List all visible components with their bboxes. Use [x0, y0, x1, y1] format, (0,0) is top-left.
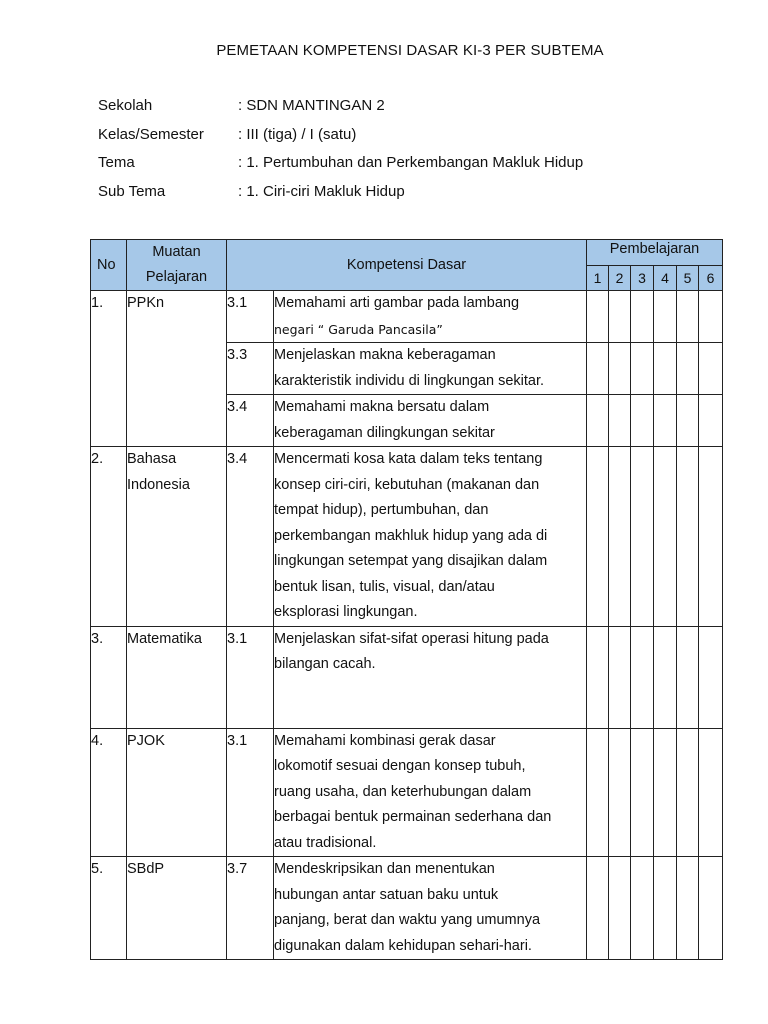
kd-code: 3.3 [227, 343, 274, 395]
kd-description-line: bilangan cacah. [274, 656, 376, 672]
info-value: : SDN MANTINGAN 2 [238, 97, 385, 114]
header-pembelajaran-number: 5 [677, 266, 699, 291]
pembelajaran-check-cell [654, 291, 677, 343]
kd-description-line: Memahami kombinasi gerak dasar [274, 732, 496, 749]
kd-description-line: bentuk lisan, tulis, visual, dan/atau [274, 578, 495, 595]
header-pembelajaran-number: 3 [631, 266, 654, 291]
info-label: Sekolah [98, 97, 153, 114]
pembelajaran-check-cell [609, 447, 631, 627]
kd-description-line: eksplorasi lingkungan. [274, 604, 418, 620]
pembelajaran-check-cell [587, 626, 609, 728]
table-row [91, 857, 723, 960]
info-value: : 1. Pertumbuhan dan Perkembangan Makluk Hidup [238, 154, 584, 171]
kd-code: 3.4 [227, 447, 274, 627]
row-number: 5. [91, 857, 127, 960]
header-kompetensi-dasar: Kompetensi Dasar [227, 240, 587, 291]
info-label: Tema [98, 154, 135, 171]
header-pembelajaran-number: 6 [699, 266, 723, 291]
pembelajaran-check-cell [609, 395, 631, 447]
kd-description-line: Menjelaskan makna keberagaman [274, 347, 496, 363]
pembelajaran-check-cell [677, 626, 699, 728]
info-label: Sub Tema [98, 182, 166, 200]
pembelajaran-check-cell [631, 395, 654, 447]
kd-description-line: lokomotif sesuai dengan konsep tubuh, [274, 758, 526, 774]
pembelajaran-check-cell [699, 343, 723, 395]
muatan-pelajaran-line: Bahasa [127, 451, 177, 467]
info-label: Kelas/Semester [98, 125, 204, 143]
kd-description [274, 343, 587, 395]
muatan-pelajaran-line: Indonesia [127, 476, 190, 493]
pembelajaran-check-cell [654, 857, 677, 960]
pembelajaran-check-cell [699, 857, 723, 960]
pembelajaran-check-cell [677, 857, 699, 960]
kd-description [274, 728, 587, 857]
pembelajaran-check-cell [631, 343, 654, 395]
kd-code: 3.1 [227, 728, 274, 857]
kd-description-line: atau tradisional. [274, 834, 377, 851]
pembelajaran-check-cell [587, 343, 609, 395]
kd-description-line: Memahami arti gambar pada lambang [274, 295, 520, 311]
header-no: No [91, 240, 127, 291]
kd-description-line: Memahami makna bersatu dalam [274, 399, 490, 415]
pembelajaran-check-cell [609, 857, 631, 960]
header-pembelajaran-number: 2 [609, 266, 631, 291]
kd-description-line: tempat hidup), pertumbuhan, dan [274, 502, 489, 518]
pembelajaran-check-cell [677, 291, 699, 343]
kd-code: 3.1 [227, 291, 274, 343]
kd-description [274, 447, 587, 627]
pembelajaran-check-cell [609, 343, 631, 395]
pembelajaran-check-cell [587, 728, 609, 857]
kd-description-line: konsep ciri-ciri, kebutuhan (makanan dan [274, 476, 540, 493]
pembelajaran-check-cell [677, 395, 699, 447]
kd-description-line: hubungan antar satuan baku untuk [274, 886, 499, 903]
kd-description [274, 626, 587, 728]
document-title: PEMETAAN KOMPETENSI DASAR KI-3 PER SUBTEMA [216, 42, 604, 59]
kd-description-line: negari “ Garuda Pancasila” [274, 321, 443, 337]
pembelajaran-check-cell [654, 447, 677, 627]
header-pembelajaran-number: 1 [587, 266, 609, 291]
header-pembelajaran-number: 4 [654, 266, 677, 291]
pembelajaran-check-cell [654, 343, 677, 395]
kompetensi-dasar-table [90, 239, 723, 960]
pembelajaran-check-cell [654, 395, 677, 447]
pembelajaran-check-cell [587, 857, 609, 960]
kd-description-line: karakteristik individu di lingkungan sekitar. [274, 372, 544, 389]
pembelajaran-check-cell [631, 626, 654, 728]
pembelajaran-check-cell [699, 447, 723, 627]
muatan-pelajaran-cell [127, 857, 227, 960]
kd-description [274, 291, 587, 343]
info-row-kelas-semester [98, 126, 583, 155]
table-row [91, 626, 723, 728]
muatan-pelajaran-line: PPKn [127, 295, 165, 311]
pembelajaran-check-cell [699, 728, 723, 857]
pembelajaran-check-cell [699, 395, 723, 447]
muatan-pelajaran-cell [127, 291, 227, 447]
kd-description-line: panjang, berat dan waktu yang umumnya [274, 912, 541, 928]
kd-description-line: ruang usaha, dan keterhubungan dalam [274, 783, 532, 800]
table-row [91, 728, 723, 857]
header-muatan-line: Muatan [152, 244, 201, 260]
kd-description-line: Menjelaskan sifat-sifat operasi hitung pada [274, 630, 549, 647]
pembelajaran-check-cell [677, 447, 699, 627]
pembelajaran-check-cell [699, 291, 723, 343]
kd-description [274, 857, 587, 960]
info-value: : III (tiga) / I (satu) [238, 125, 357, 143]
kd-description-line: lingkungan setempat yang disajikan dalam [274, 553, 548, 569]
info-row-sekolah [98, 97, 583, 126]
kd-code: 3.7 [227, 857, 274, 960]
kd-description-line: Mencermati kosa kata dalam teks tentang [274, 451, 543, 467]
pembelajaran-check-cell [677, 728, 699, 857]
muatan-pelajaran-cell [127, 447, 227, 627]
pembelajaran-check-cell [609, 626, 631, 728]
pembelajaran-check-cell [631, 857, 654, 960]
pembelajaran-check-cell [631, 728, 654, 857]
kd-description-line: digunakan dalam kehidupan sehari-hari. [274, 937, 532, 954]
muatan-pelajaran-line: SBdP [127, 861, 165, 877]
info-row-tema [98, 154, 583, 183]
kd-description [274, 395, 587, 447]
row-number: 2. [91, 447, 127, 627]
kd-code: 3.4 [227, 395, 274, 447]
kd-description-line: keberagaman dilingkungan sekitar [274, 424, 495, 441]
kd-description-line: perkembangan makhluk hidup yang ada di [274, 527, 548, 544]
muatan-pelajaran-cell [127, 728, 227, 857]
kd-description-line: berbagai bentuk permainan sederhana dan [274, 809, 552, 825]
pembelajaran-check-cell [609, 291, 631, 343]
pembelajaran-check-cell [631, 291, 654, 343]
pembelajaran-check-cell [699, 626, 723, 728]
header-muatan-pelajaran [127, 240, 227, 291]
row-number: 3. [91, 626, 127, 728]
table-row [91, 447, 723, 627]
school-info [98, 97, 583, 211]
pembelajaran-check-cell [654, 626, 677, 728]
pembelajaran-check-cell [677, 343, 699, 395]
muatan-pelajaran-line: PJOK [127, 732, 165, 749]
pembelajaran-check-cell [631, 447, 654, 627]
kd-description-line: Mendeskripsikan dan menentukan [274, 861, 495, 877]
info-row-sub-tema [98, 183, 583, 212]
table-row [91, 291, 723, 343]
info-value: : 1. Ciri-ciri Makluk Hidup [238, 182, 405, 200]
pembelajaran-check-cell [587, 291, 609, 343]
row-number: 1. [91, 291, 127, 447]
header-pembelajaran: Pembelajaran [587, 240, 723, 266]
muatan-pelajaran-line: Matematika [127, 630, 202, 647]
kd-code: 3.1 [227, 626, 274, 728]
muatan-pelajaran-cell [127, 626, 227, 728]
pembelajaran-check-cell [654, 728, 677, 857]
pembelajaran-check-cell [587, 447, 609, 627]
pembelajaran-check-cell [609, 728, 631, 857]
header-muatan-line: Pelajaran [145, 269, 208, 285]
pembelajaran-check-cell [587, 395, 609, 447]
row-number: 4. [91, 728, 127, 857]
